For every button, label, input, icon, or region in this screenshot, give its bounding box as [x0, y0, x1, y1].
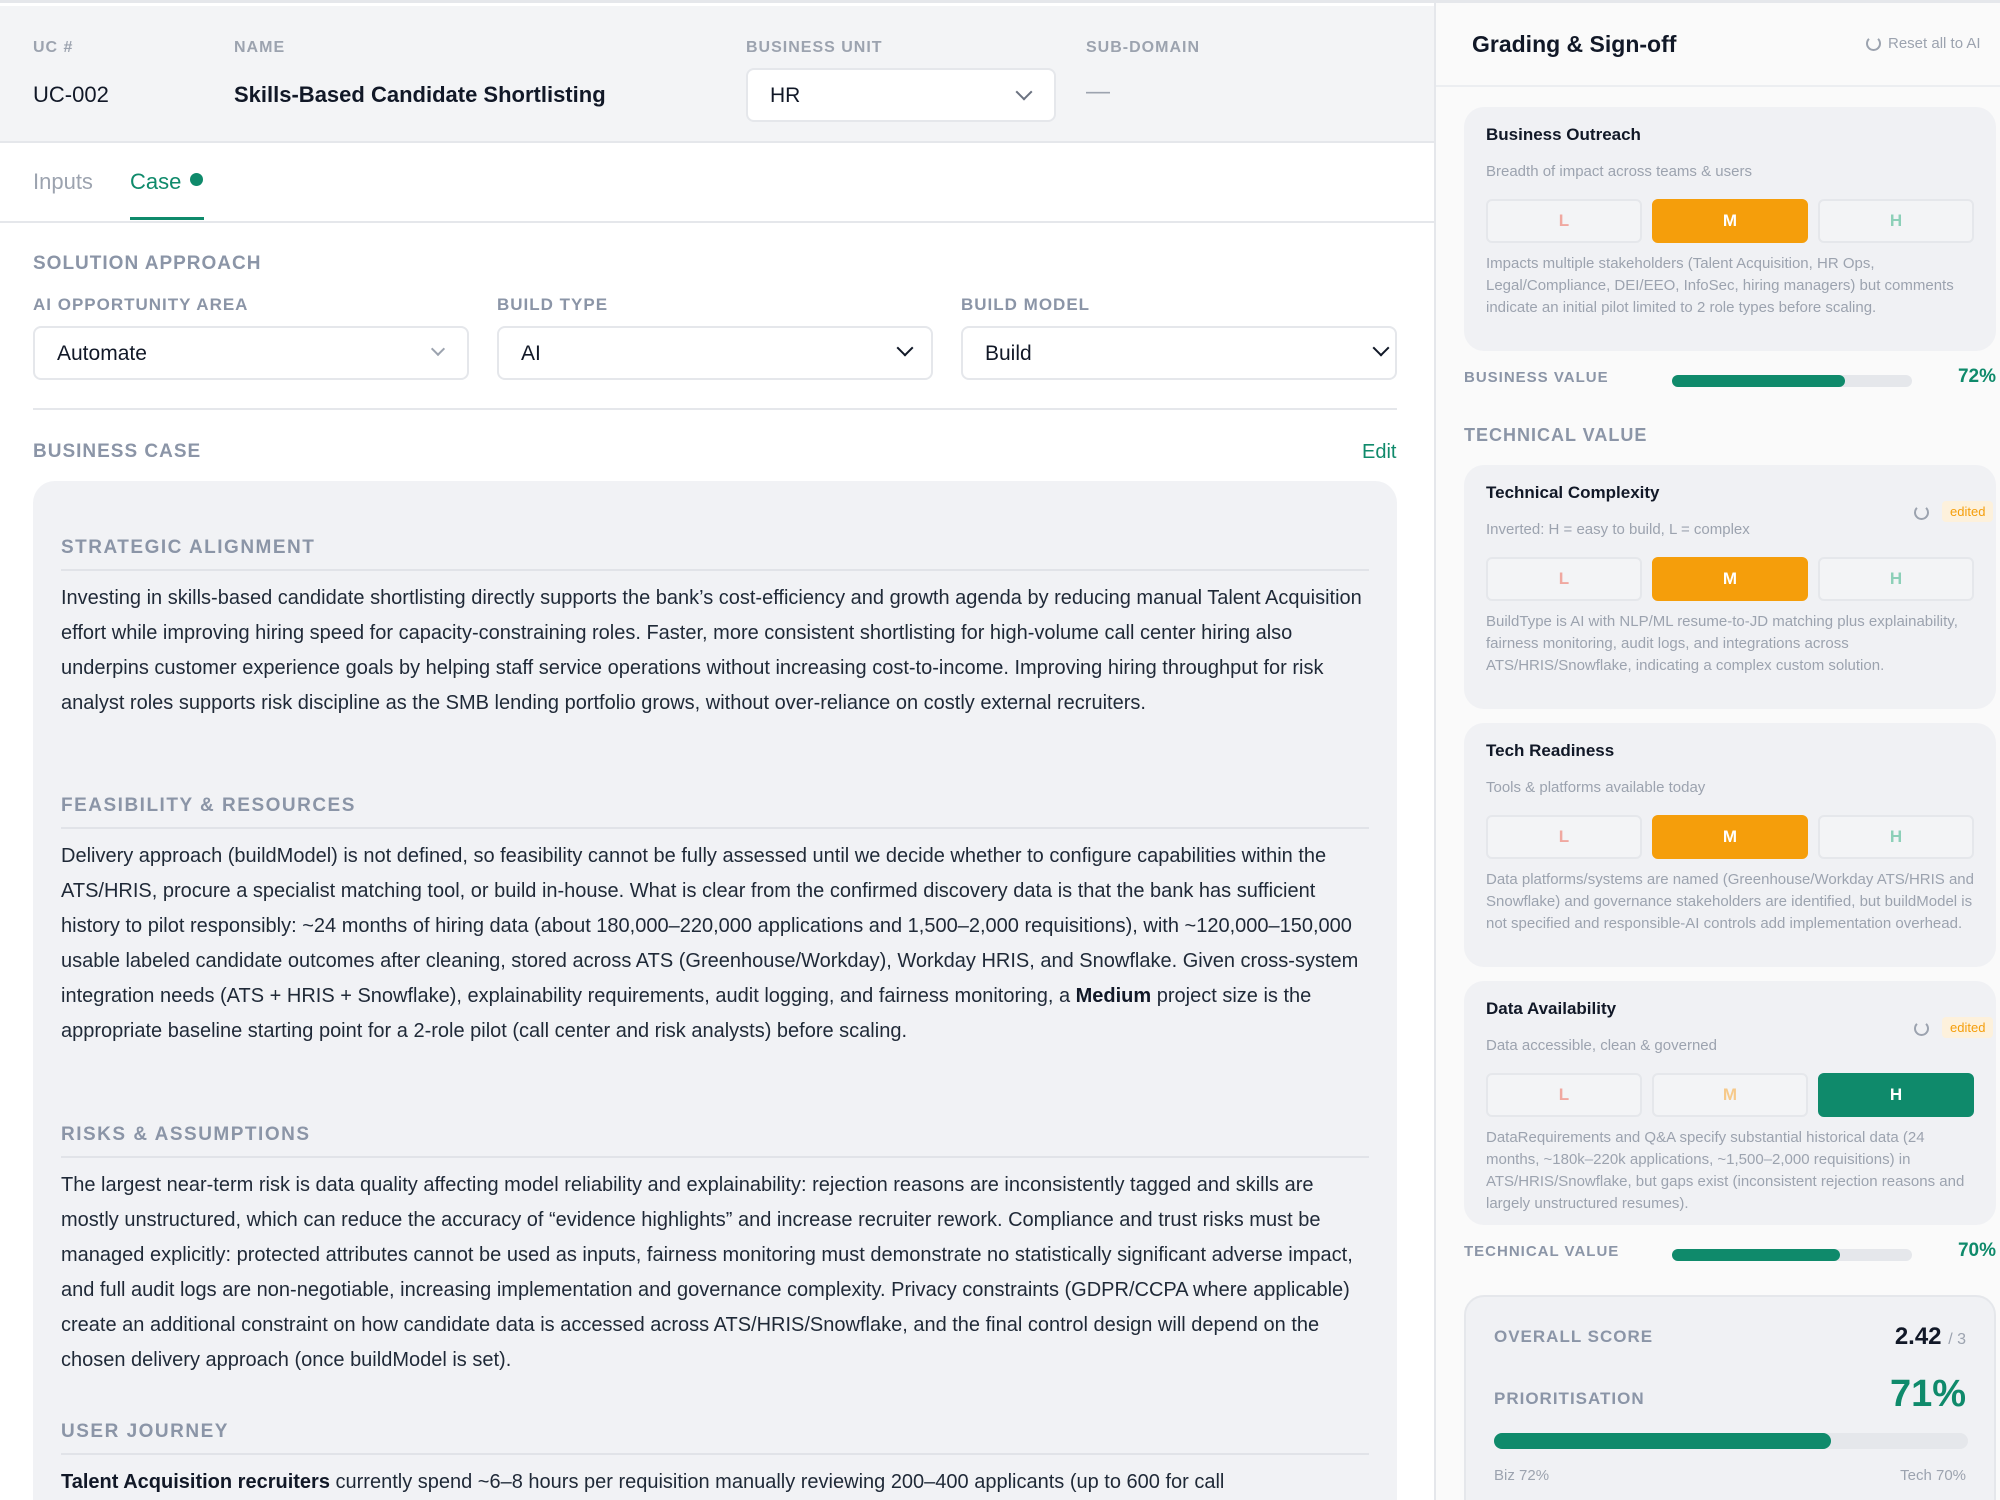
grading-panel: [1434, 0, 2000, 1500]
reset-all-button[interactable]: Reset all to AI: [1888, 35, 1981, 52]
ai-opportunity-area-select[interactable]: [33, 326, 469, 380]
card-subtitle: Tools & platforms available today: [1486, 779, 1706, 796]
business-outreach-card: [1464, 107, 1996, 351]
feasibility-heading: FEASIBILITY & RESOURCES: [61, 795, 356, 816]
prioritisation-label: PRIORITISATION: [1494, 1389, 1645, 1408]
grade-high-button[interactable]: H: [1818, 815, 1974, 859]
build-type-select[interactable]: [497, 326, 933, 380]
unsaved-dot-icon: [190, 173, 203, 186]
technical-value-score: [1464, 1239, 1996, 1269]
sub-domain-label: SUB-DOMAIN: [1086, 39, 1200, 56]
tab-inputs[interactable]: Inputs: [33, 169, 93, 194]
grade-low-button[interactable]: L: [1486, 557, 1642, 601]
strategic-alignment-heading: STRATEGIC ALIGNMENT: [61, 537, 316, 558]
grade-low-button[interactable]: L: [1486, 199, 1642, 243]
prioritisation-bar-fill: [1494, 1433, 1831, 1449]
chevron-down-icon: [897, 340, 914, 357]
grade-high-button[interactable]: H: [1818, 199, 1974, 243]
ai-opportunity-area-label: AI OPPORTUNITY AREA: [33, 295, 249, 314]
business-value-score: [1464, 365, 1996, 395]
card-rationale: Impacts multiple stakeholders (Talent Acquisition, HR Ops, Legal/Compliance, DEI/EEO, InfoSec, hiring managers) but comments indicate an initial pilot limited to 2 role types before scaling.: [1486, 255, 1954, 316]
edited-badge: edited: [1942, 501, 1993, 522]
build-type-label: BUILD TYPE: [497, 295, 609, 314]
card-title: Technical Complexity: [1486, 483, 1660, 502]
undo-icon[interactable]: [1914, 505, 1929, 520]
technical-value-section-title: TECHNICAL VALUE: [1464, 425, 1648, 445]
user-journey-text: Talent Acquisition recruiters currently spend ~6–8 hours per requisition manually reviewing 200–400 applicants (up to 600 for call: [61, 1471, 1225, 1493]
technical-value-bar-fill: [1672, 1249, 1840, 1261]
biz-footnote: Biz 72%: [1494, 1467, 1550, 1484]
data-availability-card: [1464, 981, 1996, 1225]
prioritisation-value: 71%: [1889, 1373, 1966, 1415]
edited-badge: edited: [1942, 1017, 1993, 1038]
business-value-bar: [1672, 375, 1912, 387]
grade-low-button[interactable]: L: [1486, 1073, 1642, 1117]
technical-value-percent: 70%: [1957, 1240, 1996, 1261]
grade-medium-button[interactable]: M: [1652, 557, 1808, 601]
edit-business-case-button[interactable]: Edit: [1362, 441, 1397, 463]
uc-number-value: UC-002: [33, 82, 109, 107]
grade-high-button[interactable]: H: [1818, 1073, 1974, 1117]
tab-bar: [0, 143, 1434, 223]
uc-number-label: UC #: [33, 39, 74, 56]
section-rule: [61, 827, 1369, 829]
card-rationale: Data platforms/systems are named (Greenhouse/Workday ATS/HRIS and Snowflake) and governance stakeholders are identified, but buildModel is not specified and responsible-AI controls add implementation overhead.: [1486, 871, 1974, 932]
section-rule: [61, 1453, 1369, 1455]
overall-score-value: 2.42 / 3: [1894, 1323, 1966, 1350]
ai-opportunity-area-value: Automate: [57, 342, 147, 365]
undo-icon[interactable]: [1914, 1021, 1929, 1036]
business-case-content: [33, 481, 1397, 1500]
card-subtitle: Data accessible, clean & governed: [1486, 1037, 1717, 1054]
chevron-down-icon: [1373, 340, 1390, 357]
tab-case[interactable]: Case: [130, 169, 182, 194]
business-case-title: BUSINESS CASE: [33, 441, 202, 462]
grading-title: Grading & Sign-off: [1472, 31, 1677, 57]
build-model-label: BUILD MODEL: [961, 295, 1091, 314]
chevron-down-icon: [1016, 84, 1033, 101]
grade-low-button[interactable]: L: [1486, 815, 1642, 859]
name-label: NAME: [234, 39, 286, 56]
active-tab-indicator: [130, 217, 204, 220]
use-case-header: [0, 6, 1434, 143]
business-unit-label: BUSINESS UNIT: [746, 39, 883, 56]
overall-score-label: OVERALL SCORE: [1494, 1327, 1654, 1346]
grade-high-button[interactable]: H: [1818, 557, 1974, 601]
sub-domain-value: —: [1086, 78, 1110, 105]
card-title: Tech Readiness: [1486, 741, 1615, 760]
tech-footnote: Tech 70%: [1900, 1467, 1966, 1484]
business-value-label: BUSINESS VALUE: [1464, 369, 1609, 386]
panel-header-divider: [1436, 85, 2000, 87]
grade-medium-button[interactable]: M: [1652, 815, 1808, 859]
build-model-value: Build: [985, 342, 1032, 365]
business-unit-value: HR: [770, 84, 801, 107]
risks-text: The largest near-term risk is data quality affecting model reliability and explainability: rejection reasons are inconsistently tagged and skills are mostly unstructured, which can reduce the accuracy of “evidence highlights” and increase recruiter rework. Compliance and trust risks must be managed explicitly: protected attributes cannot be used as inputs, fairness monitoring must demonstrate no statistically significant adverse impact, and full audit logs are non-negotiable, increasing implementation and governance complexity. Privacy constraints (GDPR/CCPA where applicable) create an additional constraint on how candidate data is accessed across ATS/HRIS/Snowflake, and the final control design will depend on the chosen delivery approach (once buildModel is set).: [61, 1174, 1353, 1371]
build-model-select[interactable]: [961, 326, 1397, 380]
card-title: Business Outreach: [1486, 125, 1641, 144]
grade-medium-button[interactable]: M: [1652, 199, 1808, 243]
technical-value-label: TECHNICAL VALUE: [1464, 1243, 1620, 1260]
overall-score-card: [1464, 1295, 1996, 1500]
card-title: Data Availability: [1486, 999, 1617, 1018]
tech-readiness-card: [1464, 723, 1996, 967]
user-journey-heading: USER JOURNEY: [61, 1421, 229, 1442]
card-rationale: BuildType is AI with NLP/ML resume-to-JD matching plus explainability, fairness monitoring, audit logs, and integrations across ATS/HRIS/Snowflake, indicating a complex custom solution.: [1486, 613, 1958, 674]
section-rule: [61, 569, 1369, 571]
card-subtitle: Inverted: H = easy to build, L = complex: [1486, 521, 1750, 538]
business-unit-select[interactable]: [746, 68, 1056, 122]
grade-medium-button[interactable]: M: [1652, 1073, 1808, 1117]
chevron-down-icon: [431, 342, 445, 356]
use-case-name[interactable]: Skills-Based Candidate Shortlisting: [234, 82, 606, 107]
business-value-percent: 72%: [1957, 366, 1996, 387]
feasibility-text: Delivery approach (buildModel) is not defined, so feasibility cannot be fully assessed until we decide whether to configure capabilities within the ATS/HRIS, procure a specialist matching tool, or build in-house. What is clear from the confirmed discovery data is that the bank has sufficient history to pilot responsibly: ~24 months of hiring data (about 180,000–220,000 applications and 1,500–2,000 requisitions), with ~120,000–150,000 usable labeled candidate outcomes after cleaning, stored across ATS (Greenhouse/Workday), Workday HRIS, and Snowflake. Given cross-system integration needs (ATS + HRIS + Snowflake), explainability requirements, audit logging, and fairness monitoring, a Medium project size is the appropriate baseline starting point for a 2-role pilot (call center and risk analysts) before scaling.: [61, 845, 1359, 1042]
section-rule: [61, 1156, 1369, 1158]
section-divider: [33, 408, 1397, 410]
card-rationale: DataRequirements and Q&A specify substantial historical data (24 months, ~180k–220k applications, ~1,500–2,000 requisitions) in ATS/HRIS/Snowflake, but gaps exist (inconsistent rejection reasons and largely unstructured resumes).: [1486, 1129, 1965, 1212]
strategic-alignment-text: Investing in skills-based candidate shortlisting directly supports the bank’s cost-efficiency and growth agenda by reducing manual Talent Acquisition effort while improving hiring speed for capacity-constraining roles. Faster, more consistent shortlisting for high-volume call center hiring also underpins customer experience goals by helping staff service operations without increasing cost-to-income. Improving hiring throughput for risk analyst roles supports risk discipline as the SMB lending portfolio grows, without over-reliance on costly external recruiters.: [61, 587, 1362, 714]
card-subtitle: Breadth of impact across teams & users: [1486, 163, 1752, 180]
technical-complexity-card: [1464, 465, 1996, 709]
reset-icon: [1866, 36, 1881, 51]
solution-approach-title: SOLUTION APPROACH: [33, 253, 262, 274]
business-value-bar-fill: [1672, 375, 1845, 387]
risks-heading: RISKS & ASSUMPTIONS: [61, 1124, 311, 1145]
prioritisation-bar: [1494, 1433, 1968, 1449]
build-type-value: AI: [521, 342, 541, 365]
technical-value-bar: [1672, 1249, 1912, 1261]
